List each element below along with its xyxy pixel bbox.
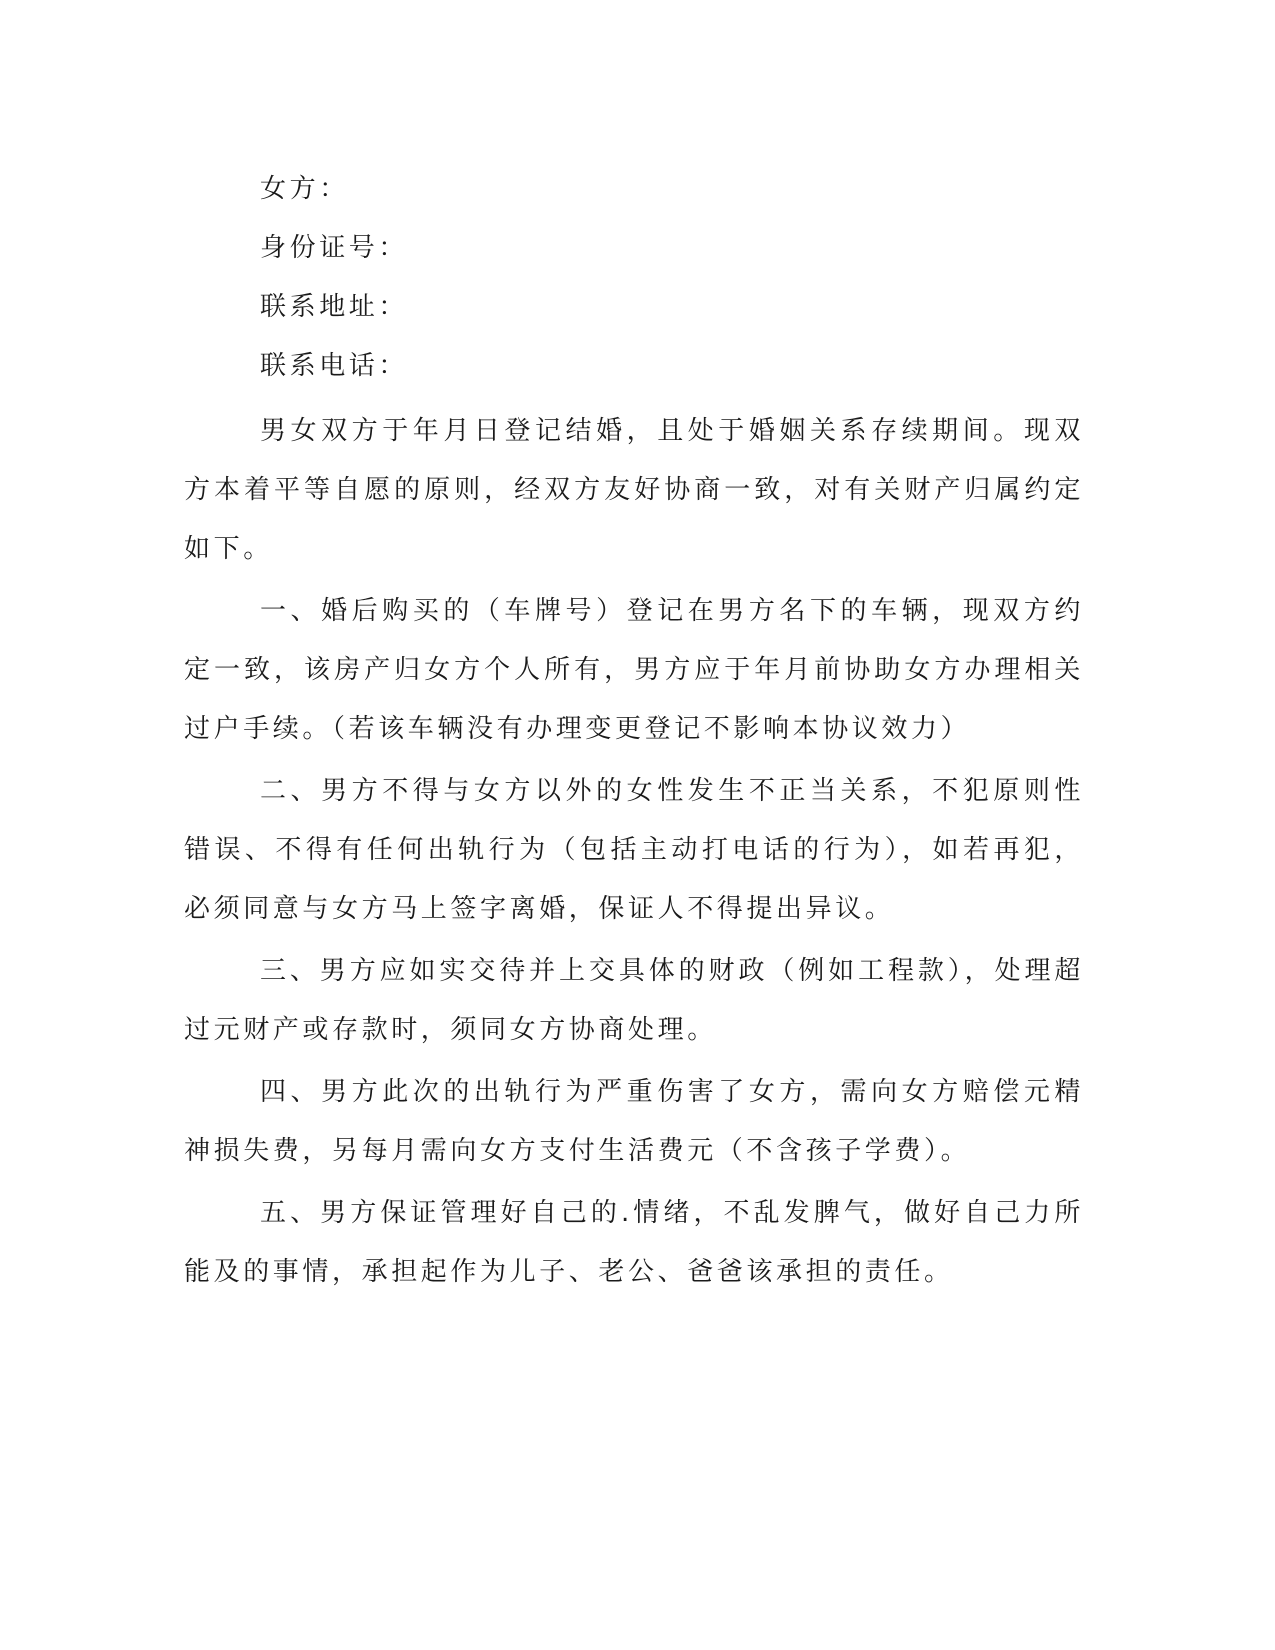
paragraph-preamble: 男女双方于年月日登记结婚，且处于婚姻关系存续期间。现双方本着平等自愿的原则，经双方友好协商一致，对有关财产归属约定如下。 — [184, 416, 1084, 564]
paragraph-clause-5: 五、男方保证管理好自己的.情绪，不乱发脾气，做好自己力所能及的事情，承担起作为儿子、老公、爸爸该承担的责任。 — [184, 1198, 1084, 1287]
paragraph-clause-4: 四、男方此次的出轨行为严重伤害了女方，需向女方赔偿元精神损失费，另每月需向女方支付生活费元（不含孩子学费）。 — [184, 1077, 1084, 1166]
paragraph-clause-1: 一、婚后购买的（车牌号）登记在男方名下的车辆，现双方约定一致，该房产归女方个人所有，男方应于年月前协助女方办理相关过户手续。（若该车辆没有办理变更登记不影响本协议效力） — [184, 596, 1084, 744]
field-phone: 联系电话： — [260, 351, 409, 381]
paragraph-clause-3: 三、男方应如实交待并上交具体的财政（例如工程款），处理超过元财产或存款时，须同女方协商处理。 — [184, 956, 1084, 1045]
field-address: 联系地址： — [260, 292, 409, 322]
document-body — [184, 160, 1084, 1305]
field-female-party: 女方： — [260, 174, 349, 204]
field-id-number: 身份证号： — [260, 233, 409, 263]
paragraph-clause-2: 二、男方不得与女方以外的女性发生不正当关系，不犯原则性错误、不得有任何出轨行为（包括主动打电话的行为），如若再犯，必须同意与女方马上签字离婚，保证人不得提出异议。 — [184, 776, 1084, 924]
